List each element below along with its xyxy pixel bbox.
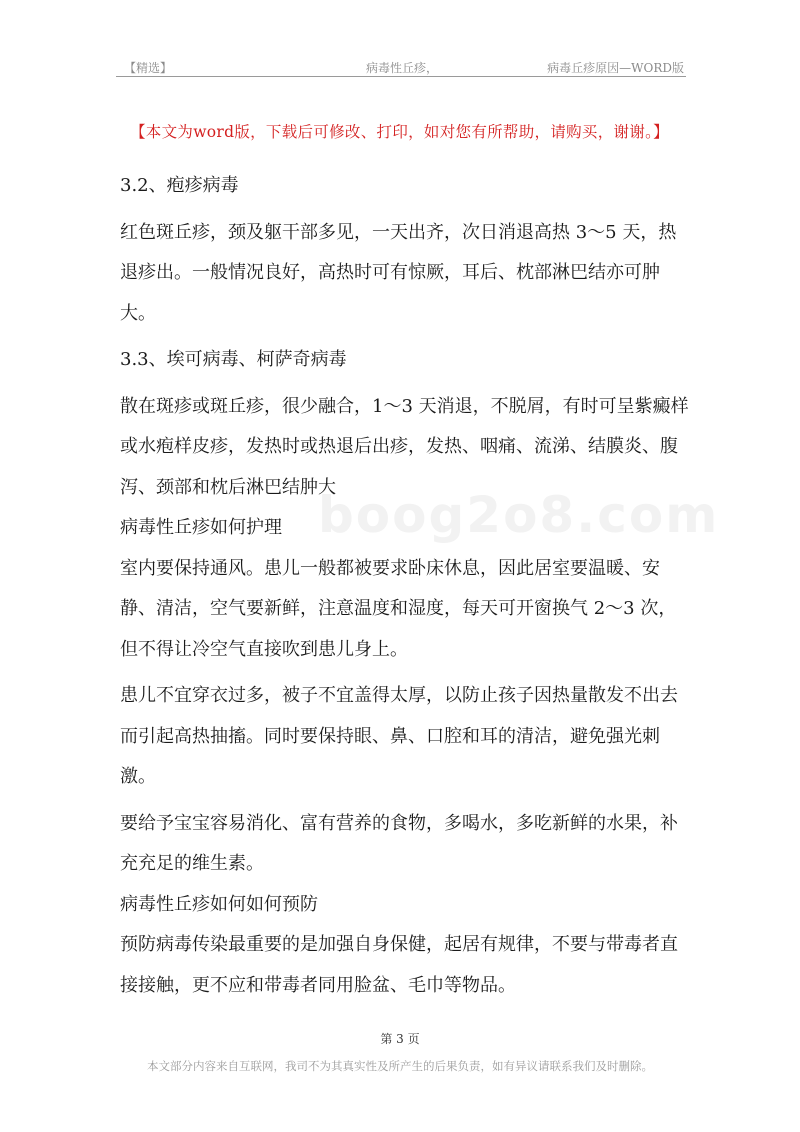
header-middle-label: 病毒性丘疹， xyxy=(366,61,439,75)
section-heading: 3.2、疱疹病毒 xyxy=(120,175,239,196)
download-notice: 【本文为word版，下载后可修改、打印，如对您有所帮助，请购买，谢谢。】 xyxy=(130,123,669,141)
section-paragraph: 散在斑疹或斑丘疹，很少融合，1～3 天消退，不脱屑，有时可呈紫癜样或水疱样皮疹，发热时或热退后出疹，发热、咽痛、流涕、结膜炎、腹泻、颈部和枕后淋巴结肿大 xyxy=(120,395,689,498)
footer-disclaimer: 本文部分内容来自互联网，我司不为其真实性及所产生的后果负责，如有异议请联系我们及时删除。 xyxy=(147,1059,653,1073)
header-left-label: 【精选】 xyxy=(124,61,173,75)
page-header xyxy=(116,56,686,76)
page-number: 第 3 页 xyxy=(380,1032,420,1046)
header-right-label: 病毒丘疹原因—WORD版 xyxy=(547,61,684,75)
section-paragraph: 预防病毒传染最重要的是加强自身保健，起居有规律，不要与带毒者直接接触，更不应和带毒者同用脸盆、毛巾等物品。 xyxy=(120,934,678,996)
document-body xyxy=(120,166,720,1006)
watermark: boog2o8.com xyxy=(318,486,720,544)
section-heading: 病毒性丘疹如何如何预防 xyxy=(120,893,318,915)
section-heading: 病毒性丘疹如何护理 xyxy=(120,517,282,538)
section-paragraph: 患儿不宜穿衣过多，被子不宜盖得太厚，以防止孩子因热量散发不出去而引起高热抽搐。同时要保持眼、鼻、口腔和耳的清洁，避免强光刺激。 xyxy=(120,685,678,787)
section-paragraph: 室内要保持通风。患儿一般都被要求卧床休息，因此居室要温暖、安静、清洁，空气要新鲜，注意温度和湿度，每天可开窗换气 2～3 次，但不得让冷空气直接吹到患儿身上。 xyxy=(120,557,677,660)
header-divider xyxy=(116,76,686,77)
section-heading: 3.3、埃可病毒、柯萨奇病毒 xyxy=(120,349,347,370)
section-paragraph: 红色斑丘疹，颈及躯干部多见，一天出齐，次日消退高热 3～5 天，热退疹出。一般情况良好，高热时可有惊厥，耳后、枕部淋巴结亦可肿大。 xyxy=(120,221,677,324)
section-paragraph: 要给予宝宝容易消化、富有营养的食物，多喝水，多吃新鲜的水果，补充充足的维生素。 xyxy=(120,812,678,874)
